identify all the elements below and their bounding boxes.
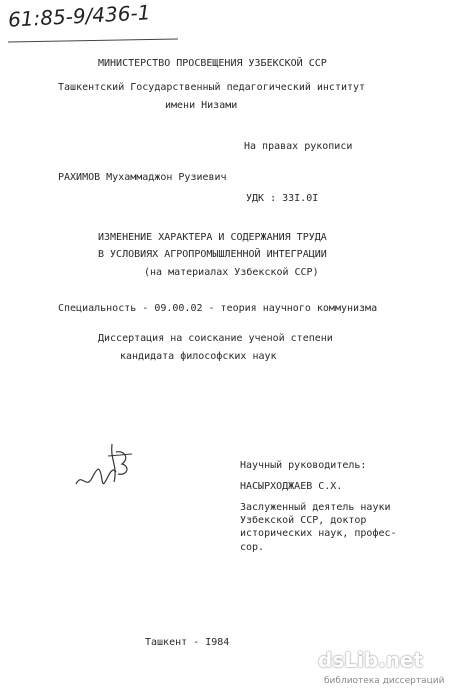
dissertation-title-line1: ИЗМЕНЕНИЕ ХАРАКТЕРА И СОДЕРЖАНИЯ ТРУДА — [98, 232, 327, 243]
supervisor-title-line1: Заслуженный деятель науки — [240, 502, 391, 513]
rights-note: На правах рукописи — [244, 141, 353, 152]
supervisor-name: НАСЫРХОДЖАЕВ С.Х. — [240, 481, 343, 492]
supervisor-title-line3: исторических наук, профес- — [240, 528, 397, 539]
institute-name-cont: имени Низами — [165, 100, 238, 111]
handwritten-archive-code: 61:85-9/436-1 — [7, 0, 151, 32]
author-name: РАХИМОВ Мухаммаджон Рузиевич — [58, 172, 227, 183]
supervisor-label: Научный руководитель: — [240, 460, 367, 471]
handwritten-underline — [8, 39, 178, 43]
institute-name: Ташкентский Государственный педагогический институт — [58, 82, 366, 93]
watermark-logo: dsLib.net — [318, 648, 424, 672]
watermark — [318, 648, 446, 688]
watermark-subtitle: библиотека диссертаций — [324, 676, 445, 686]
supervisor-title-line4: сор. — [240, 542, 265, 553]
specialty-line: Специальность - 09.00.02 - теория научного коммунизма — [58, 303, 378, 314]
supervisor-title-line2: Узбекской ССР, доктор — [240, 515, 367, 526]
udk-code: УДК : 33I.0I — [246, 193, 319, 204]
ministry-heading: МИНИСТЕРСТВО ПРОСВЕЩЕНИЯ УЗБЕКСКОЙ ССР — [98, 58, 327, 69]
signature-image — [72, 432, 142, 502]
degree-line2: кандидата философских наук — [120, 351, 277, 362]
degree-line1: Диссертация на соискание ученой степени — [98, 333, 333, 344]
dissertation-title-line3: (на материалах Узбекской ССР) — [144, 267, 319, 278]
dissertation-title-line2: В УСЛОВИЯХ АГРОПРОМЫШЛЕННОЙ ИНТЕГРАЦИИ — [98, 249, 327, 260]
place-year: Ташкент - I984 — [145, 637, 230, 648]
